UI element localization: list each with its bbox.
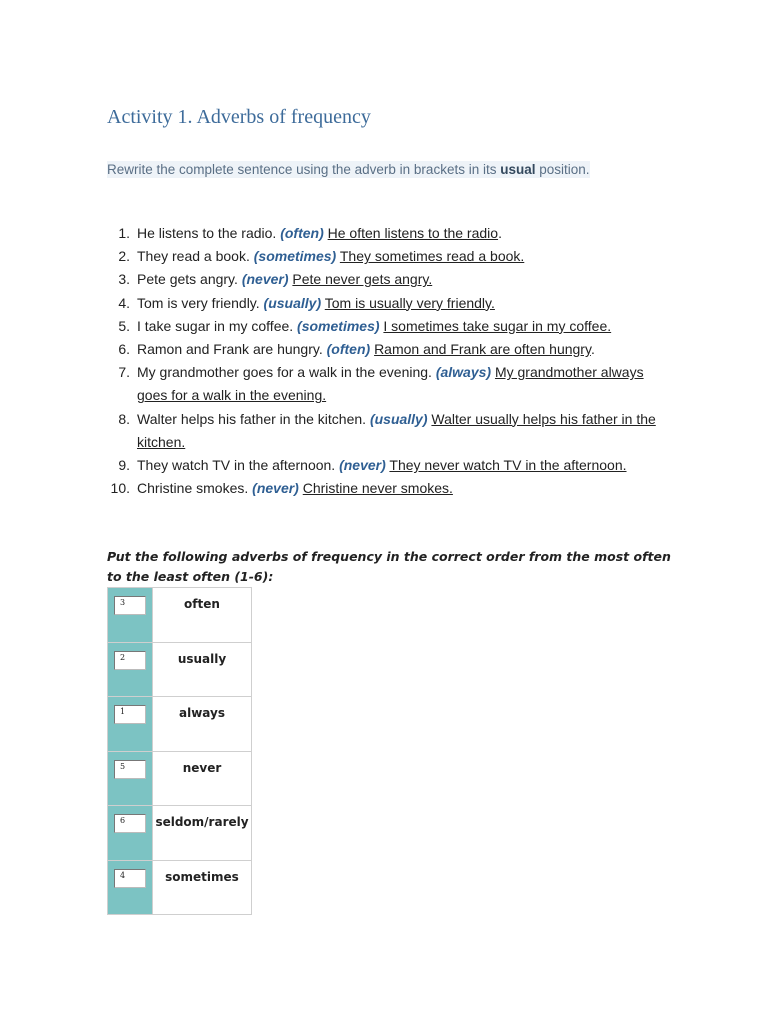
exercise-item: [107, 477, 667, 500]
item-number: 4.: [118, 294, 130, 311]
item-answer: They sometimes read a book.: [339, 248, 525, 265]
instruction: [107, 161, 590, 178]
rank-cell: [108, 806, 153, 861]
rank-cell: [108, 642, 153, 697]
item-sentence: Ramon and Frank are hungry.: [137, 341, 327, 358]
exercise-item: [107, 361, 667, 407]
rank-cell: [108, 860, 153, 915]
adverb-cell: seldom/rarely: [153, 806, 252, 861]
page-title: Activity 1. Adverbs of frequency: [107, 106, 371, 128]
item-adverb: (usually): [369, 410, 428, 427]
table-row: [108, 588, 252, 643]
item-number: 7.: [118, 364, 130, 381]
exercise-item: [107, 338, 667, 361]
exercise-item: [107, 292, 667, 315]
rank-cell: [108, 697, 153, 752]
adverb-cell: always: [153, 697, 252, 752]
item-adverb: (never): [252, 480, 299, 497]
rank-input[interactable]: 4: [114, 869, 146, 888]
table-row: [108, 806, 252, 861]
item-number: 2.: [118, 248, 130, 265]
exercise-item: [107, 408, 667, 454]
exercise-item: [107, 315, 667, 338]
item-answer: Walter usually helps his father in the kitchen.: [137, 410, 656, 450]
exercise-item: [107, 245, 667, 268]
item-sentence: Pete gets angry.: [137, 271, 242, 288]
item-adverb: (sometimes): [253, 248, 337, 265]
item-number: 9.: [118, 457, 130, 474]
item-adverb: (usually): [263, 294, 322, 311]
instruction-emphasis: usual: [500, 162, 536, 177]
item-sentence: He listens to the radio.: [137, 225, 281, 241]
item-number: 10.: [110, 480, 130, 497]
item-answer: They never watch TV in the afternoon.: [389, 457, 627, 474]
adverb-cell: often: [153, 588, 252, 643]
item-sentence: My grandmother goes for a walk in the evening.: [137, 364, 436, 381]
item-number: 3.: [118, 271, 130, 288]
item-sentence: They read a book.: [137, 248, 254, 265]
adverb-cell: usually: [153, 642, 252, 697]
exercise-item: [107, 268, 667, 291]
table-row: [108, 697, 252, 752]
instruction-text: Rewrite the complete sentence using the adverb in brackets in its: [107, 162, 501, 177]
table-row: [108, 860, 252, 915]
item-tail: .: [498, 225, 502, 241]
item-answer: My grandmother always goes for a walk in the evening.: [137, 364, 644, 404]
rank-input[interactable]: 6: [114, 814, 146, 833]
frequency-order-table: [107, 587, 252, 915]
item-adverb: (never): [241, 271, 289, 288]
item-adverb: (often): [280, 225, 324, 241]
item-tail: .: [590, 341, 595, 358]
item-number: 1.: [118, 225, 130, 241]
item-sentence: They watch TV in the afternoon.: [137, 457, 340, 474]
item-answer: I sometimes take sugar in my coffee.: [383, 317, 612, 334]
order-instruction: Put the following adverbs of frequency in the correct order from the most often to the least often (1-6):: [107, 549, 671, 584]
exercise-item: [107, 454, 667, 477]
adverb-cell: never: [153, 751, 252, 806]
item-adverb: (often): [326, 341, 371, 358]
exercise-item: [107, 222, 667, 245]
item-sentence: Walter helps his father in the kitchen.: [137, 410, 370, 427]
rank-cell: [108, 751, 153, 806]
rank-cell: [108, 588, 153, 643]
table-row: [108, 751, 252, 806]
rank-input[interactable]: 5: [114, 760, 146, 779]
table-row: [108, 642, 252, 697]
item-sentence: Christine smokes.: [137, 480, 253, 497]
item-number: 5.: [118, 317, 130, 334]
rank-input[interactable]: 1: [114, 705, 146, 724]
item-adverb: (sometimes): [297, 317, 380, 334]
item-number: 8.: [118, 410, 130, 427]
exercise-list: [107, 222, 667, 500]
item-number: 6.: [118, 341, 130, 358]
item-answer: Pete never gets angry.: [292, 271, 433, 288]
item-sentence: I take sugar in my coffee.: [137, 317, 298, 334]
rank-input[interactable]: 3: [114, 596, 146, 615]
item-answer: He often listens to the radio: [327, 225, 499, 241]
item-adverb: (always): [435, 364, 492, 381]
item-answer: Christine never smokes.: [302, 480, 453, 497]
adverb-cell: sometimes: [153, 860, 252, 915]
item-sentence: Tom is very friendly.: [137, 294, 264, 311]
item-adverb: (never): [339, 457, 386, 474]
instruction-text-end: position.: [535, 162, 590, 177]
rank-input[interactable]: 2: [114, 651, 146, 670]
item-answer: Ramon and Frank are often hungry: [374, 341, 591, 358]
item-answer: Tom is usually very friendly.: [324, 294, 495, 311]
